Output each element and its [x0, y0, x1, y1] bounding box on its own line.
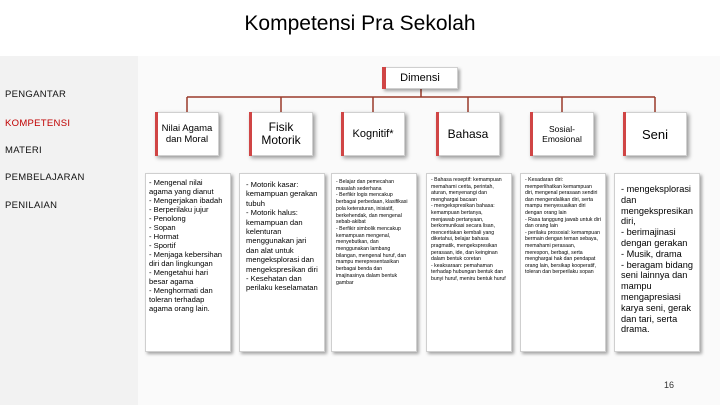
slide-title: Kompetensi Pra Sekolah	[244, 12, 476, 35]
branch-accent-2	[249, 112, 252, 156]
list-item: - Berfikir logis mencakup berbagai perbedaan, klasifikasi pola keteraturan, inisiatif, berkehendak, dan mengenal sebab-akibat	[336, 192, 408, 226]
list-item: - Motorik halus: kemampuan dan kelenturan menggunakan jari dan alat untuk mengeksplorasi dan mengekspresikan diri	[246, 208, 318, 274]
branch-items-sosial-emosional	[520, 173, 606, 352]
root-node-accent	[382, 67, 386, 89]
list-item: - Hormat	[149, 232, 179, 241]
branch-heading-nilai-agama: Nilai Agama dan Moral	[155, 112, 219, 156]
list-item: - mengekspresikan bahasa: kemampuan bertanya, menjawab pertanyaan, berkomunikasi secara lisan, menceritakan kembali yang diketahui, belajar bahasa pragmatik, mengekspresikan perasaan, ide, dan keinginan dalam bentuk coretan	[431, 203, 498, 263]
list-item: - Belajar dan pemecahan masalah sederhana	[336, 179, 394, 192]
list-item: - Sportif	[149, 241, 176, 250]
list-item: - Berfikir simbolik mencakup kemampuan mengenal, menyebutkan, dan menggunakan lambang bilangan, mengenal huruf, dan mampu merepresentasikan berbagai benda dan imajinasinya dalam bentuk gambar	[336, 225, 407, 286]
sidebar-item-pembelajaran[interactable]: PEMBELAJARAN	[5, 172, 85, 183]
branch-accent-5	[530, 112, 533, 156]
branch-accent-4	[436, 112, 439, 156]
sidebar-item-materi[interactable]: MATERI	[5, 145, 42, 156]
branch-items-kognitif	[331, 173, 417, 352]
list-item: - perilaku prososial: kemampuan bermain dengan teman sebaya, memahami perasaan, merespon, berbagi, serta menghargai hak dan pendapat orang lain, bersikap kooperatif, toleran dan berperilaku sopan	[525, 229, 600, 276]
list-item: - Musik, drama	[621, 248, 682, 259]
branch-items-fisik-motorik	[239, 173, 325, 352]
page-number: 16	[664, 380, 675, 390]
list-item: - Kesehatan dan perilaku keselamatan	[246, 274, 318, 293]
list-item: - Kesadaran diri: memperlihatkan kemampuan diri, mengenal perasaan sendiri dan mengendalikan diri, serta mampu menyesuaikan diri dengan orang lain	[525, 177, 598, 216]
sidebar-item-penilaian[interactable]: PENILAIAN	[5, 200, 58, 211]
branch-heading-fisik-motorik: Fisik Motorik	[249, 112, 313, 156]
list-item: - berimajinasi dengan gerakan	[621, 227, 688, 248]
list-item: - Mengenal nilai agama yang dianut	[149, 178, 214, 196]
list-item: - keaksaraan: pemahaman terhadap hubungan bentuk dan bunyi huruf, meniru bentuk huruf	[431, 262, 506, 282]
root-node-dimensi: Dimensi	[382, 67, 458, 89]
list-item: - mengeksplorasi dan mengekspresikan diri,	[621, 184, 694, 227]
sidebar-item-kompetensi[interactable]: KOMPETENSI	[5, 118, 71, 129]
branch-heading-seni: Seni	[623, 112, 687, 156]
list-item: - Penolong	[149, 214, 186, 223]
list-item: - beragam bidang seni lainnya dan mampu mengapresiasi karya seni, gerak dan tari, serta drama.	[621, 259, 694, 335]
list-item: - Menjaga kebersihan diri dan lingkungan	[149, 250, 223, 268]
branch-items-seni	[614, 173, 700, 352]
branch-accent-1	[155, 112, 158, 156]
list-item: - Mengetahui hari besar agama	[149, 268, 209, 286]
branch-heading-bahasa: Bahasa	[436, 112, 500, 156]
branch-items-nilai-agama	[145, 173, 231, 352]
list-item: - Rasa tanggung jawab untuk diri dan orang lain	[525, 216, 601, 230]
branch-accent-6	[623, 112, 626, 156]
branch-items-bahasa	[426, 173, 512, 352]
list-item: - Bahasa reseptif: kemampuan memahami cerita, perintah, aturan, menyenangi dan menghargai bacaan	[431, 177, 502, 203]
list-item: - Berperilaku jujur	[149, 205, 209, 214]
branch-accent-3	[341, 112, 344, 156]
list-item: - Motorik kasar: kemampuan gerakan tubuh	[246, 180, 318, 208]
branch-heading-kognitif: Kognitif*	[341, 112, 405, 156]
branch-heading-sosial-emosional: Sosial-Emosional	[530, 112, 594, 156]
sidebar-item-pengantar[interactable]: PENGANTAR	[5, 89, 67, 100]
list-item: - Menghormati dan toleran terhadap agama orang lain.	[149, 286, 213, 313]
list-item: - Sopan	[149, 223, 176, 232]
list-item: - Mengerjakan ibadah	[149, 196, 223, 205]
